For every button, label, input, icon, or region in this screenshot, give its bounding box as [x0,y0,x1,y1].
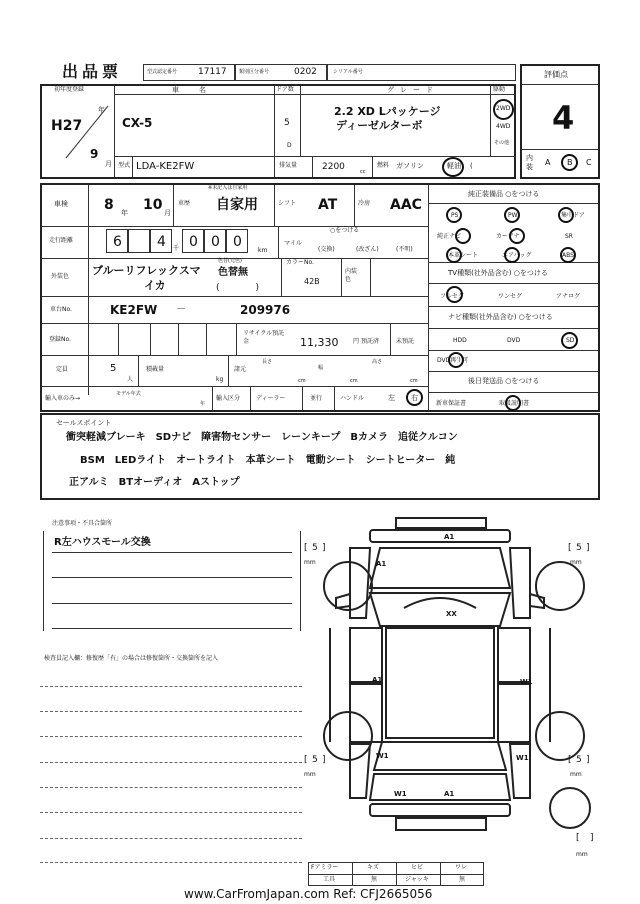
displacement-value: 2200 [322,162,345,172]
class-no-label: 類別区分番号 [239,69,270,75]
class-no-cell [235,64,327,81]
equip-car-audio: カーアナ [496,233,520,240]
equip-car-audio-circle [509,228,525,244]
after-manual: 取扱説明書 [499,400,530,407]
height-label: 高さ [372,359,383,365]
mark-left-door: A1 [372,676,383,684]
mileage-digit-blank [128,229,150,253]
length-label: 長さ [262,359,273,365]
first-reg-month: 9 [90,147,99,161]
tv-fullseg-circle [446,286,463,303]
equip-abs-circle [560,247,576,263]
nav-dvd-playback: DVD再生可 [437,357,469,364]
equip-airbag: エアバッグ [502,252,532,259]
handle-right: 右 [411,394,418,402]
equip-ps-circle [446,207,462,223]
mark-rear-left-wheel: W1 [376,752,389,760]
grade-label: グレード [387,86,439,94]
equip-central-lock: 集中ドア [561,212,585,219]
model-label: 型式 [118,162,131,169]
capacity-label: 定員 [56,366,69,373]
width-label: 幅 [318,365,324,371]
ac-label: 冷房 [358,200,371,207]
length-cm: cm [298,378,306,384]
chassis-label: 車台No. [50,306,72,313]
doors-value: 5 [284,118,290,128]
svg-text:[: [ [568,755,572,765]
recycle-value: 11,330 [300,336,339,349]
equip-abs: ABS [562,252,574,259]
displacement-label: 排気量 [279,162,298,169]
tv-title: TV種類(社外品含む) ○をつける [448,269,548,277]
serial-label: シリアル番号 [333,69,363,75]
shaken-month-unit: 月 [164,209,171,217]
interior-color-label: 内装色 [345,268,358,283]
drive-label: 駆動 [493,86,506,93]
tv-fullseg: フルセグ [440,293,464,300]
nav-title: ナビ種類(社外品含む) ○をつける [448,313,553,321]
tread-front-left: 5 [312,543,318,553]
color-change-value: 色替無 [218,267,248,278]
svg-text:mm: mm [570,559,582,566]
interior-grade-a: A [545,158,551,167]
load-label: 積載量 [146,366,165,373]
sales-points-line2: BSM LEDライト オートライト 本革シート 電動シート シートヒーター 純 [80,455,456,466]
mileage-unit: km [258,247,268,254]
svg-text:[: [ [576,833,580,843]
svg-text:]: ] [322,755,326,765]
nav-dvd: DVD [507,337,521,344]
import-label: 輸入車のみ→ [45,395,81,402]
usage-label: 車歴 [178,200,191,207]
color-change-label: 色替(元色) [218,258,242,264]
model-year-unit: 年 [200,401,206,407]
reg-no-label: 登録No. [49,336,71,343]
legend-tool-value-1: 無 [371,876,378,883]
nav-dvd-playback-circle [448,352,464,368]
import-parallel: 並行 [310,395,323,402]
mark-right-door: W1 [520,678,533,686]
first-reg-year: H27 [51,118,83,134]
recycle-label: リサイクル預託金 [243,330,285,345]
mark-front-left: A1 [376,560,387,568]
sales-points-label: セールスポイント [56,419,112,427]
nav-hdd: HDD [453,337,467,344]
after-title: 後日発送品 ○をつける [468,377,540,385]
svg-text:]: ] [590,833,594,843]
recycle-unpaid: 未預託 [396,338,415,345]
handle-left: 左 [388,394,395,402]
fuel-diesel: 軽油 [447,162,461,170]
legend-header-mirror: Fアミラー [311,864,339,871]
fuel-label: 燃料 [377,162,390,169]
meter-opt-tampered: (改ざん) [356,246,379,253]
import-dealer: ディーラー [256,395,286,402]
nav-sd-circle [561,332,578,349]
interior-grade-c: C [586,158,592,167]
equip-ps: PS [451,212,459,219]
equip-leather: 本革シート [448,252,479,259]
legend-tool-value-3: 無 [459,876,466,883]
shaken-year: 8 [104,197,114,213]
svg-text:mm: mm [576,851,588,858]
ac-value: AAC [390,197,422,213]
exterior-color-line2: イカ [144,279,166,292]
after-warranty: 新車保証書 [436,400,467,407]
legend-tool-label: 工具 [323,876,336,883]
legend-header-break: ワレ [455,864,468,871]
score-box [520,64,600,179]
svg-text:[: [ [304,543,308,553]
doors-label: ドア数 [276,86,294,93]
type-cert-value: 17117 [198,67,227,77]
recycle-unit: 円 [353,338,360,345]
mileage-digit-3: 0 [182,229,204,253]
equip-airbag-circle [504,247,520,263]
mark-rear-right-wheel: W1 [516,754,529,762]
model-value: LDA-KE2FW [136,161,195,172]
meter-circle-note: ○をつける [330,227,360,234]
grade-line2: ディーゼルターボ [336,119,423,132]
notes-line1: R左ハウスモール交換 [54,537,151,548]
exterior-color-label: 外装色 [51,273,70,280]
capacity-unit: 人 [127,376,134,383]
year-unit: 年 [98,106,105,114]
meter-label: マイル [284,240,302,247]
mileage-digit-5: 0 [226,229,248,253]
mileage-digit-2: 4 [150,229,172,253]
displacement-unit: cc [360,169,366,175]
after-manual-circle [505,395,521,411]
svg-text:mm: mm [570,771,582,778]
shaken-month: 10 [143,197,163,213]
type-cert-cell [143,64,235,81]
shaken-year-unit: 年 [121,209,128,217]
interior-b-circle [561,154,578,171]
interior-grade-label: 内装 [526,154,533,171]
meter-opt-replaced: (交換) [318,246,335,253]
front-bumper-shape [396,518,486,528]
equip-leather-circle [446,247,462,263]
capacity-value: 5 [110,363,117,374]
fuel-diesel-circle [442,157,464,177]
height-cm: cm [410,378,418,384]
tread-rear-left: 5 [312,755,318,765]
color-no-label: カラーNo. [286,259,314,266]
fuel-gasoline: ガソリン [396,162,424,170]
width-cm: cm [350,378,358,384]
legend-header-crack: ヒビ [411,864,424,871]
mileage-digit-1: 6 [106,229,128,253]
usage-note: ※未記入は自家用 [208,185,248,191]
svg-text:mm: mm [304,559,316,566]
notes-label: 注意事項・不具合箇所 [52,520,113,527]
tv-analog: アナログ [556,293,581,300]
car-name-label: 車名 [172,86,226,94]
score-label: 評価点 [544,70,568,79]
shaken-label: 車検 [54,200,68,208]
sales-points-box [40,413,600,500]
legend-tool-value-2: ジャッキ [405,876,429,883]
sales-points-line3: 正アルミ BTオーディオ Aストップ [69,477,240,488]
handle-label: ハンドル [340,395,365,402]
usage-value: 自家用 [216,197,258,213]
svg-text:]: ] [586,755,590,765]
chassis-dash: － [176,304,186,315]
equip-pw: PW [508,212,518,219]
recycle-paid: 預託済 [361,338,380,345]
svg-text:[: [ [568,543,572,553]
chassis-number: 209976 [240,303,291,317]
import-type-label: 輸入区分 [216,395,241,402]
legend-table [308,862,484,886]
page-title: 出品票 [62,62,123,81]
sales-points-line1: 衝突軽減ブレーキ SDナビ 障害物センサー レーンキープ Bカメラ 追従クルコン [66,432,458,443]
svg-text:[: [ [304,755,308,765]
interior-grade-b: B [567,158,573,167]
serial-cell [327,64,516,81]
first-reg-label: 初年度登録 [54,86,85,93]
drive-2wd: 2WD [496,105,511,112]
mark-windshield: XX [446,610,457,618]
score-value: 4 [552,99,575,137]
drive-other: その他 [494,140,510,146]
month-unit: 月 [105,160,112,168]
tread-front-right: 5 [576,543,582,553]
meter-opt-unknown: (不明) [396,246,413,253]
equip-genuine-navi: 純正ナビ [437,233,462,240]
date-slash-icon [62,102,112,162]
shift-label: シフト [278,200,297,207]
drive-4wd: 4WD [496,123,511,130]
dims-label: 諸元 [234,366,247,373]
mileage-thousand-sep: 千 [173,245,180,252]
equip-pw-circle [504,207,520,223]
equip-genuine-navi-circle [455,228,471,244]
load-unit: kg [216,376,224,383]
equip-central-lock-circle [558,207,574,223]
equip-title: 純正装備品 ○をつける [468,190,540,198]
equip-sr: SR [565,233,573,240]
mileage-digit-4: 0 [204,229,226,253]
color-no-value: 42B [304,277,320,286]
tv-oneseg: ワンセグ [498,293,523,300]
tread-rear-right: 5 [576,755,582,765]
inspector-note-label: 検査員記入欄：修復歴「有」の場合は修復箇所・交換箇所を記入 [44,655,219,662]
mark-rear-left: W1 [394,790,407,798]
nav-sd: SD [566,337,575,344]
exterior-color-line1: ブルーリフレックスマ [92,264,201,277]
mileage-label: 走行距離 [49,237,74,244]
type-cert-label: 型式認定番号 [147,69,178,75]
svg-text:mm: mm [304,771,316,778]
grade-line1: 2.2 XD Lパッケージ [334,105,441,118]
drive-2wd-circle [493,99,514,120]
legend-header-scratch: キズ [367,864,379,871]
car-damage-diagram [300,508,610,868]
chassis-prefix: KE2FW [110,303,158,317]
model-year-label: モデル年式 [116,391,141,397]
class-no-value: 0202 [294,67,317,77]
mark-front-bumper: A1 [444,533,455,541]
doors-unit: D [287,142,292,149]
svg-text:]: ] [322,543,326,553]
car-name-value: CX-5 [122,116,153,130]
handle-right-circle [406,389,423,406]
mark-rear-bumper: A1 [444,790,455,798]
footer-watermark: www.CarFromJapan.com Ref: CFJ2665056 [184,887,433,901]
svg-text:]: ] [586,543,590,553]
vehicle-basic-box: 初年度登録 H27 年 9 月 車名 CX-5 ドア数 5 D グレード 2.2 XD Lパッケージ ディーゼルターボ 駆動 2WD 4WD その他 型式 LDA-KE2FW 排気量 2200 cc 燃料 ガソリン 軽油 ( [40,84,516,179]
shift-value: AT [318,197,338,213]
